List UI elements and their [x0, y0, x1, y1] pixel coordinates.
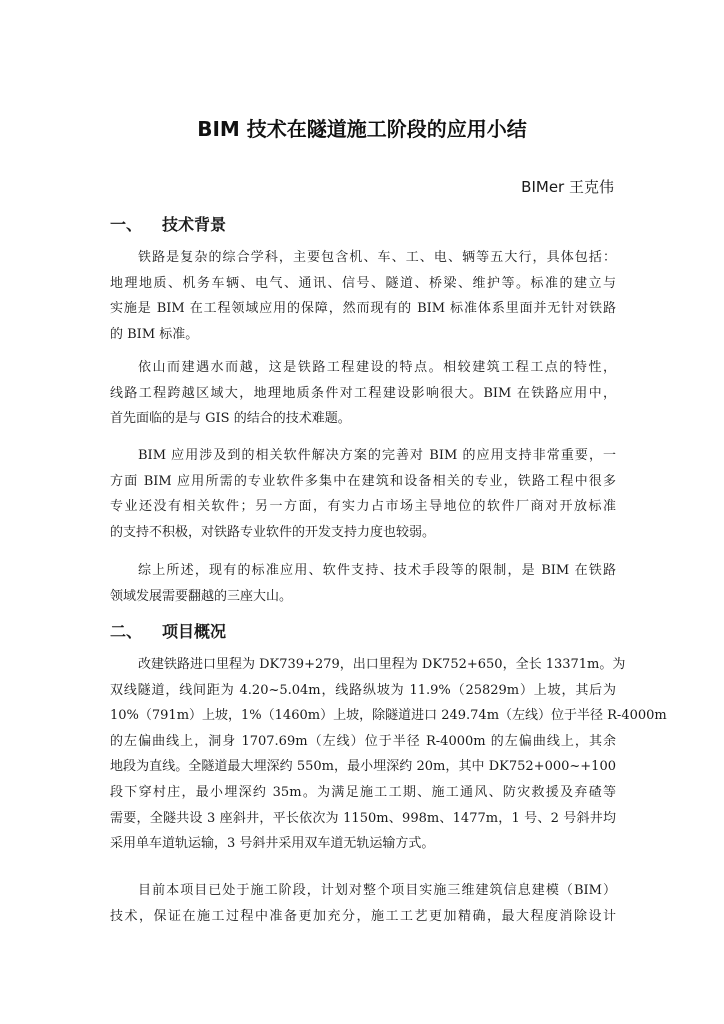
- text-line: 地理地质、机务车辆、电气、通讯、信号、隧道、桥梁、维护等。标准的建立与: [110, 275, 616, 291]
- author-name: BIMer 王克伟: [521, 178, 614, 196]
- paragraph: [110, 245, 616, 347]
- document-title: BIM 技术在隧道施工阶段的应用小结: [197, 117, 527, 141]
- text-line: 目前本项目已处于施工阶段，计划对整个项目实施三维建筑信息建模（BIM）: [138, 883, 616, 898]
- paragraph: [110, 443, 616, 545]
- text-line: 段下穿村庄，最小埋深约 35m。为满足施工工期、施工通风、防灾救援及弃碴等: [110, 784, 616, 800]
- text-line: 综上所述，现有的标准应用、软件支持、技术手段等的限制，是 BIM 在铁路: [138, 563, 616, 578]
- section-number: 一、: [110, 215, 143, 234]
- text-line: 实施是 BIM 在工程领域应用的保障，然而现有的 BIM 标准体系里面并无针对铁路: [110, 301, 616, 317]
- text-line: 技术，保证在施工过程中准备更加充分，施工工艺更加精确，最大程度消除设计: [110, 908, 616, 924]
- section-title: 项目概况: [162, 622, 227, 641]
- text-line: BIM 应用涉及到的相关软件解决方案的完善对 BIM 的应用支持非常重要，一: [138, 448, 616, 463]
- text-line: 需要，全隧共设 3 座斜井，平长依次为 1150m、998m、1477m，1 号、2 号斜井均: [110, 810, 616, 826]
- text-line: 地段为直线。全隧道最大埋深约 550m，最小埋深约 20m，其中 DK752+000~+100: [110, 759, 616, 775]
- text-line: 方面 BIM 应用所需的专业软件多集中在建筑和设备相关的专业，铁路工程中很多: [110, 473, 616, 489]
- text-line: 采用单车道轨运输，3 号斜井采用双车道无轨运输方式。: [110, 836, 435, 852]
- text-line: 改建铁路进口里程为 DK739+279，出口里程为 DK752+650，全长 13371m。为: [138, 657, 626, 672]
- paragraph: [110, 652, 667, 857]
- text-line: 依山而建遇水而越，这是铁路工程建设的特点。相较建筑工程工点的特性，: [138, 360, 616, 375]
- text-line: 10%（791m）上坡，1%（1460m）上坡，除隧道进口 249.74m（左线）位于半径 R-4000m: [110, 708, 667, 724]
- text-line: 双线隧道，线间距为 4.20~5.04m，线路纵坡为 11.9%（25829m）上坡，其后为: [110, 682, 616, 698]
- text-line: 的 BIM 标准。: [110, 326, 199, 342]
- text-line: 铁路是复杂的综合学科，主要包含机、车、工、电、辆等五大行，具体包括：: [138, 250, 616, 265]
- section-heading-2: [110, 621, 226, 643]
- paragraph: [110, 558, 616, 609]
- text-line: 线路工程跨越区域大，地理地质条件对工程建设影响很大。BIM 在铁路应用中，: [110, 385, 616, 401]
- section-title: 技术背景: [162, 215, 227, 234]
- paragraph: [110, 355, 616, 432]
- text-line: 专业还没有相关软件；另一方面，有实力占市场主导地位的软件厂商对开放标准: [110, 499, 616, 515]
- paragraph: [110, 878, 616, 929]
- text-line: 的支持不积极，对铁路专业软件的开发支持力度也较弱。: [110, 524, 436, 540]
- section-heading-1: [110, 214, 226, 236]
- section-number: 二、: [110, 622, 143, 641]
- text-line: 领域发展需要翻越的三座大山。: [110, 588, 293, 604]
- text-line: 首先面临的是与 GIS 的结合的技术难题。: [110, 411, 351, 427]
- text-line: 的左偏曲线上，洞身 1707.69m（左线）位于半径 R-4000m 的左偏曲线上，其余: [110, 733, 616, 749]
